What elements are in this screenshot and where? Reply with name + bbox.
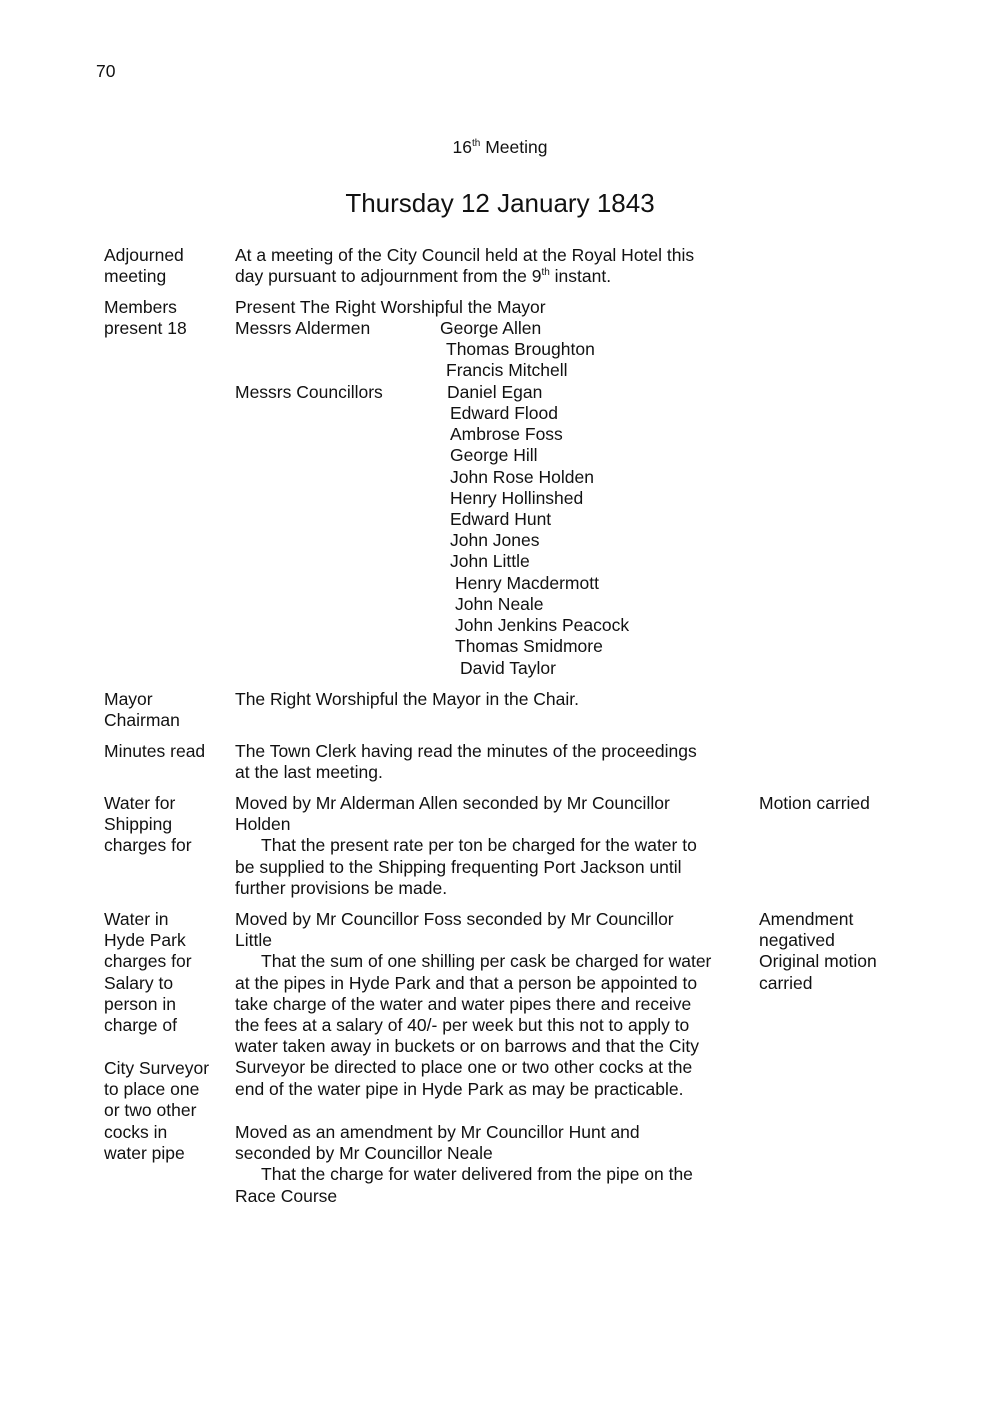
margin-line: charges for	[104, 835, 192, 856]
chair-paragraph	[235, 689, 745, 710]
body-line: That the charge for water delivered from the pipe on the	[261, 1164, 693, 1185]
body-line: Moved as an amendment by Mr Councillor Hunt and	[235, 1122, 640, 1142]
meeting-number: 16	[452, 137, 472, 157]
councillor-name: John Jenkins Peacock	[455, 615, 630, 635]
hyde-park-amendment	[235, 1122, 745, 1207]
councillor-name: John Neale	[455, 594, 544, 614]
result-line: carried	[759, 972, 813, 993]
result-shipping	[759, 793, 899, 814]
margin-line: water pipe	[104, 1142, 185, 1163]
body-line: The Town Clerk having read the minutes of the proceedings	[235, 741, 697, 761]
body-line: at the pipes in Hyde Park and that a person be appointed to	[235, 972, 698, 993]
body-line: end of the water pipe in Hyde Park as may be practicable.	[235, 1078, 684, 1099]
councillor-name: Henry Hollinshed	[450, 488, 584, 508]
body-line: day pursuant to adjournment from the 9th instant.	[235, 266, 612, 287]
meeting-word: Meeting	[485, 137, 548, 157]
hyde-park-motion	[235, 909, 745, 1100]
margin-line: Water for	[104, 793, 176, 813]
body-line: Holden	[235, 814, 291, 835]
margin-line: Shipping	[104, 814, 173, 835]
margin-line: charges for	[104, 951, 192, 972]
body-line: water taken away in buckets or on barrows and that the City	[235, 1036, 699, 1057]
margin-line: charge of	[104, 1015, 177, 1036]
body-line: Moved by Mr Alderman Allen seconded by Mr Councillor	[235, 793, 670, 813]
margin-line: or two other	[104, 1100, 197, 1121]
body-line: Race Course	[235, 1185, 338, 1206]
adjourned-paragraph	[235, 245, 745, 287]
body-line: At a meeting of the City Council held at the Royal Hotel this	[235, 245, 695, 265]
meeting-number-suffix: th	[471, 138, 481, 149]
councillor-name: Daniel Egan	[447, 382, 543, 402]
councillor-name: Ambrose Foss	[450, 424, 563, 444]
councillor-name: Thomas Smidmore	[455, 636, 603, 656]
margin-note-chair	[104, 689, 229, 731]
councillor-name: John Little	[450, 551, 530, 571]
margin-line: Water in	[104, 909, 169, 929]
shipping-motion	[235, 793, 745, 899]
body-line: That the sum of one shilling per cask be charged for water	[261, 951, 712, 972]
margin-line: Minutes read	[104, 741, 206, 761]
page-number: 70	[96, 61, 116, 81]
margin-line: Chairman	[104, 710, 180, 731]
result-line: Amendment	[759, 909, 854, 929]
councillors-label: Messrs Councillors	[235, 382, 383, 402]
councillor-name: John Jones	[450, 530, 540, 550]
alderman-name: Thomas Broughton	[446, 339, 595, 359]
margin-line: Salary to	[104, 972, 174, 993]
body-line: The Right Worshipful the Mayor in the Chair.	[235, 689, 580, 709]
body-line: the fees at a salary of 40/- per week but this not to apply to	[235, 1015, 690, 1036]
result-line: negatived	[759, 930, 835, 951]
councillor-name: George Hill	[450, 445, 538, 465]
body-line: further provisions be made.	[235, 877, 448, 898]
date-heading: Thursday 12 January 1843	[345, 188, 655, 218]
margin-note-minutes	[104, 741, 229, 762]
body-line: That the present rate per ton be charged for the water to	[261, 835, 697, 856]
minutes-paragraph	[235, 741, 745, 783]
margin-note-hyde-park	[104, 909, 229, 1036]
councillor-name: Henry Macdermott	[455, 573, 599, 593]
body-line: Moved by Mr Councillor Foss seconded by Mr Councillor	[235, 909, 674, 929]
body-line: seconded by Mr Councillor Neale	[235, 1143, 493, 1164]
margin-line: Members	[104, 297, 177, 317]
margin-note-city-surveyor	[104, 1058, 229, 1164]
body-line: be supplied to the Shipping frequenting Port Jackson until	[235, 856, 682, 877]
meeting-label	[0, 137, 1000, 158]
councillor-name: David Taylor	[460, 658, 556, 678]
margin-line: person in	[104, 993, 176, 1014]
councillor-name: Edward Flood	[450, 403, 558, 423]
result-line: Motion carried	[759, 793, 870, 813]
present-line: Present The Right Worshipful the Mayor	[235, 297, 546, 317]
alderman-name: George Allen	[440, 318, 542, 338]
margin-line: to place one	[104, 1079, 200, 1100]
margin-line: Hyde Park	[104, 930, 186, 951]
margin-line: City Surveyor	[104, 1058, 210, 1078]
councillor-name: Edward Hunt	[450, 509, 552, 529]
margin-line: Adjourned	[104, 245, 184, 265]
result-hyde-park	[759, 909, 899, 994]
body-line: Surveyor be directed to place one or two other cocks at the	[235, 1057, 693, 1078]
result-line: Original motion	[759, 951, 877, 972]
aldermen-label: Messrs Aldermen	[235, 318, 371, 338]
body-line: at the last meeting.	[235, 762, 383, 783]
body-line: take charge of the water and water pipes there and receive	[235, 993, 692, 1014]
councillor-name: John Rose Holden	[450, 467, 594, 487]
margin-line: Mayor	[104, 689, 153, 709]
margin-line: present 18	[104, 318, 187, 339]
alderman-name: Francis Mitchell	[446, 360, 568, 380]
body-line: Little	[235, 930, 272, 951]
margin-note-members	[104, 297, 229, 339]
margin-note-shipping	[104, 793, 229, 857]
margin-line: cocks in	[104, 1121, 168, 1142]
margin-note-adjourned	[104, 245, 229, 287]
margin-line: meeting	[104, 266, 167, 287]
